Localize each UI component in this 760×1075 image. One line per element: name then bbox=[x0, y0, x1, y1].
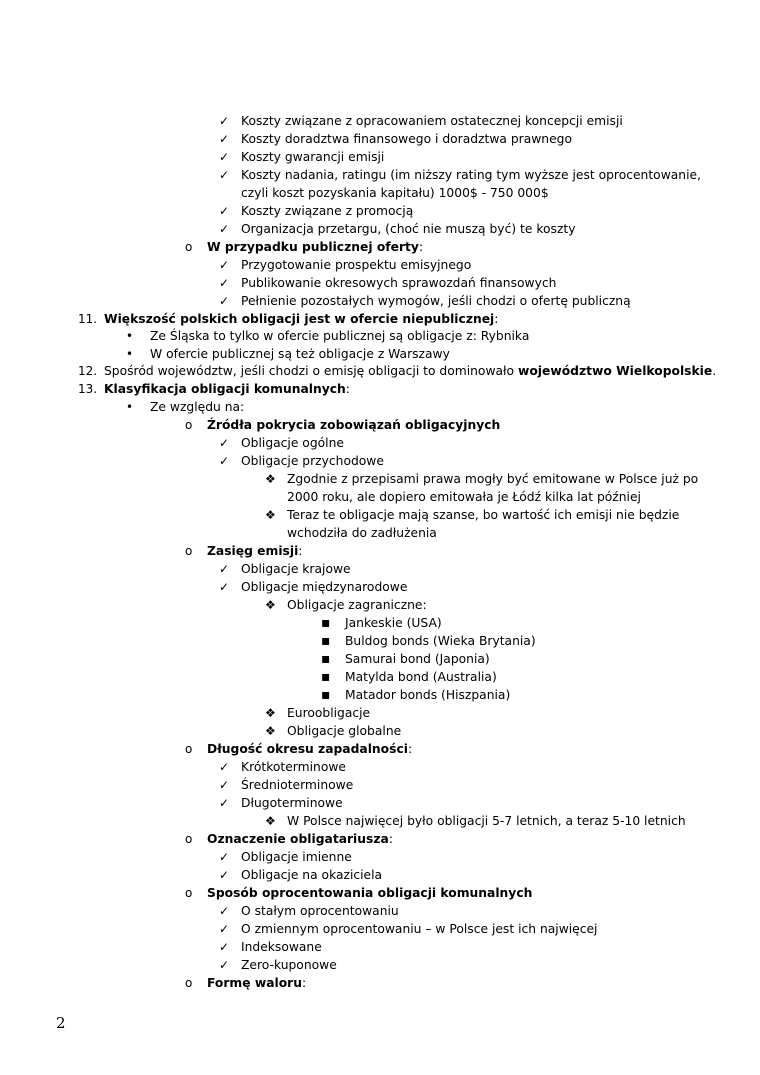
list-item bbox=[345, 650, 490, 668]
text: : bbox=[494, 312, 499, 326]
list-item bbox=[241, 452, 384, 470]
text: Koszty nadania, ratingu (im niższy rating tym wyższe jest oprocentowanie, bbox=[241, 168, 701, 182]
check-icon: ✓ bbox=[219, 294, 230, 308]
list-number: 13. bbox=[78, 382, 98, 396]
square-bullet-icon: ▪ bbox=[321, 651, 331, 667]
list-item bbox=[207, 884, 532, 902]
list-item bbox=[241, 220, 576, 238]
bold-text: Formę waloru bbox=[207, 976, 302, 990]
text: Koszty doradztwa finansowego i doradztwa prawnego bbox=[241, 132, 572, 146]
text: Średnioterminowe bbox=[241, 778, 354, 792]
check-icon: ✓ bbox=[219, 454, 230, 468]
list-item bbox=[241, 274, 556, 292]
list-item bbox=[241, 848, 352, 866]
list-item bbox=[241, 166, 701, 184]
list-item bbox=[207, 542, 302, 560]
bullet-icon: • bbox=[126, 400, 134, 414]
bold-text: Źródła pokrycia zobowiązań obligacyjnych bbox=[207, 418, 501, 432]
bold-text: Długość okresu zapadalności bbox=[207, 742, 408, 756]
list-item bbox=[241, 112, 623, 130]
circle-bullet-icon: o bbox=[185, 240, 193, 254]
list-item bbox=[241, 758, 346, 776]
text: Obligacje ogólne bbox=[241, 436, 344, 450]
check-icon: ✓ bbox=[219, 922, 230, 936]
check-icon: ✓ bbox=[219, 760, 230, 774]
list-item bbox=[287, 470, 698, 488]
text: : bbox=[418, 240, 424, 254]
text: Samurai bond (Japonia) bbox=[345, 652, 490, 666]
list-item bbox=[345, 686, 510, 704]
text: W ofercie publicznej są też obligacje z Warszawy bbox=[150, 347, 450, 361]
text: Spośród województw, jeśli chodzi o emisję obligacji to dominowało bbox=[104, 364, 518, 378]
diamond-bullet-icon: ❖ bbox=[265, 814, 276, 828]
list-item bbox=[241, 938, 322, 956]
square-bullet-icon: ▪ bbox=[321, 687, 331, 703]
text: wchodziła do zadłużenia bbox=[287, 526, 437, 540]
text: Zgodnie z przepisami prawa mogły być emitowane w Polsce już po bbox=[287, 472, 699, 486]
check-icon: ✓ bbox=[219, 796, 230, 810]
list-item bbox=[241, 902, 399, 920]
check-icon: ✓ bbox=[219, 580, 230, 594]
text: Jankeskie (USA) bbox=[345, 616, 442, 630]
text: Obligacje międzynarodowe bbox=[241, 580, 408, 594]
bold-text: Większość polskich obligacji jest w ofercie niepublicznej bbox=[104, 312, 495, 326]
check-icon: ✓ bbox=[219, 168, 230, 182]
square-bullet-icon: ▪ bbox=[321, 669, 331, 685]
text: Zero-kuponowe bbox=[241, 958, 337, 972]
text: O zmiennym oprocentowaniu – w Polsce jest ich najwięcej bbox=[241, 922, 598, 936]
text: Obligacje globalne bbox=[287, 724, 402, 738]
text: . bbox=[712, 364, 717, 378]
bold-text: Klasyfikacja obligacji komunalnych bbox=[104, 382, 346, 396]
check-icon: ✓ bbox=[219, 204, 230, 218]
text: Teraz te obligacje mają szanse, bo wartość ich emisji nie będzie bbox=[287, 508, 680, 522]
circle-bullet-icon: o bbox=[185, 976, 193, 990]
list-item bbox=[345, 614, 442, 632]
text: Euroobligacje bbox=[287, 706, 371, 720]
list-item bbox=[150, 327, 529, 345]
list-item bbox=[287, 524, 437, 542]
diamond-bullet-icon: ❖ bbox=[265, 598, 276, 612]
text: Długoterminowe bbox=[241, 796, 343, 810]
list-item bbox=[287, 506, 679, 524]
list-item bbox=[207, 974, 306, 992]
bold-text: Zasięg emisji bbox=[207, 544, 299, 558]
text: Koszty związane z promocją bbox=[241, 204, 414, 218]
text: Przygotowanie prospektu emisyjnego bbox=[241, 258, 472, 272]
list-item bbox=[104, 380, 350, 398]
text: Obligacje przychodowe bbox=[241, 454, 384, 468]
list-item bbox=[287, 722, 401, 740]
list-item bbox=[241, 130, 572, 148]
text: : bbox=[345, 382, 350, 396]
list-item bbox=[241, 956, 337, 974]
square-bullet-icon: ▪ bbox=[321, 615, 331, 631]
text: Ze Śląska to tylko w ofercie publicznej są obligacje z: Rybnika bbox=[150, 329, 530, 343]
text: czyli koszt pozyskania kapitału) 1000$ - 750 000$ bbox=[241, 186, 549, 200]
bold-text: Sposób oprocentowania obligacji komunalnych bbox=[207, 886, 533, 900]
text: : bbox=[407, 742, 413, 756]
text: Matylda bond (Australia) bbox=[345, 670, 497, 684]
check-icon: ✓ bbox=[219, 778, 230, 792]
text: Obligacje krajowe bbox=[241, 562, 351, 576]
circle-bullet-icon: o bbox=[185, 832, 193, 846]
circle-bullet-icon: o bbox=[185, 886, 193, 900]
list-number: 12. bbox=[78, 364, 98, 378]
list-item bbox=[150, 398, 244, 416]
list-item bbox=[241, 920, 597, 938]
list-number: 11. bbox=[78, 312, 98, 326]
text: Ze względu na: bbox=[150, 400, 245, 414]
check-icon: ✓ bbox=[219, 258, 230, 272]
bullet-icon: • bbox=[126, 347, 134, 361]
bold-text: województwo Wielkopolskie bbox=[517, 364, 713, 378]
text: Obligacje imienne bbox=[241, 850, 352, 864]
text: : bbox=[298, 544, 303, 558]
list-item bbox=[241, 794, 343, 812]
check-icon: ✓ bbox=[219, 904, 230, 918]
diamond-bullet-icon: ❖ bbox=[265, 508, 276, 522]
list-item bbox=[287, 704, 370, 722]
check-icon: ✓ bbox=[219, 132, 230, 146]
bold-text: W przypadku publicznej oferty bbox=[207, 240, 419, 254]
list-item bbox=[241, 560, 351, 578]
text: : bbox=[302, 976, 307, 990]
list-item bbox=[207, 740, 412, 758]
circle-bullet-icon: o bbox=[185, 544, 193, 558]
check-icon: ✓ bbox=[219, 940, 230, 954]
bold-text: Oznaczenie obligatariusza bbox=[207, 832, 389, 846]
text: Publikowanie okresowych sprawozdań finansowych bbox=[241, 276, 557, 290]
diamond-bullet-icon: ❖ bbox=[265, 724, 276, 738]
text: W Polsce najwięcej było obligacji 5-7 letnich, a teraz 5-10 letnich bbox=[287, 814, 686, 828]
page-number: 2 bbox=[56, 1014, 66, 1032]
text: Krótkoterminowe bbox=[241, 760, 346, 774]
diamond-bullet-icon: ❖ bbox=[265, 706, 276, 720]
list-item bbox=[241, 866, 382, 884]
list-item bbox=[287, 488, 641, 506]
text: 2000 roku, ale dopiero emitowała je Łódź kilka lat później bbox=[287, 490, 641, 504]
text: Obligacje zagraniczne: bbox=[287, 598, 427, 612]
list-item bbox=[241, 434, 344, 452]
bullet-icon: • bbox=[126, 329, 134, 343]
list-item bbox=[104, 362, 716, 380]
text: Pełnienie pozostałych wymogów, jeśli chodzi o ofertę publiczną bbox=[241, 294, 631, 308]
text: Koszty gwarancji emisji bbox=[241, 150, 385, 164]
check-icon: ✓ bbox=[219, 276, 230, 290]
check-icon: ✓ bbox=[219, 114, 230, 128]
text: : bbox=[388, 832, 393, 846]
list-item bbox=[287, 812, 686, 830]
square-bullet-icon: ▪ bbox=[321, 633, 331, 649]
list-item bbox=[241, 256, 471, 274]
text: Koszty związane z opracowaniem ostatecznej koncepcji emisji bbox=[241, 114, 623, 128]
text: Buldog bonds (Wieka Brytania) bbox=[345, 634, 536, 648]
check-icon: ✓ bbox=[219, 868, 230, 882]
check-icon: ✓ bbox=[219, 436, 230, 450]
list-item bbox=[241, 578, 407, 596]
list-item bbox=[241, 776, 353, 794]
list-item bbox=[207, 416, 500, 434]
list-item bbox=[207, 238, 423, 256]
list-item bbox=[104, 310, 498, 328]
list-item bbox=[241, 184, 549, 202]
list-item bbox=[287, 596, 427, 614]
text: Obligacje na okaziciela bbox=[241, 868, 383, 882]
text: Matador bonds (Hiszpania) bbox=[345, 688, 511, 702]
circle-bullet-icon: o bbox=[185, 742, 193, 756]
check-icon: ✓ bbox=[219, 562, 230, 576]
list-item bbox=[241, 292, 631, 310]
circle-bullet-icon: o bbox=[185, 418, 193, 432]
list-item bbox=[207, 830, 393, 848]
text: Indeksowane bbox=[241, 940, 322, 954]
text: O stałym oprocentowaniu bbox=[241, 904, 399, 918]
text: Organizacja przetargu, (choć nie muszą być) te koszty bbox=[241, 222, 576, 236]
diamond-bullet-icon: ❖ bbox=[265, 472, 276, 486]
check-icon: ✓ bbox=[219, 958, 230, 972]
list-item bbox=[241, 202, 413, 220]
check-icon: ✓ bbox=[219, 222, 230, 236]
list-item bbox=[150, 345, 450, 363]
list-item bbox=[345, 668, 497, 686]
check-icon: ✓ bbox=[219, 150, 230, 164]
list-item bbox=[345, 632, 536, 650]
check-icon: ✓ bbox=[219, 850, 230, 864]
list-item bbox=[241, 148, 384, 166]
